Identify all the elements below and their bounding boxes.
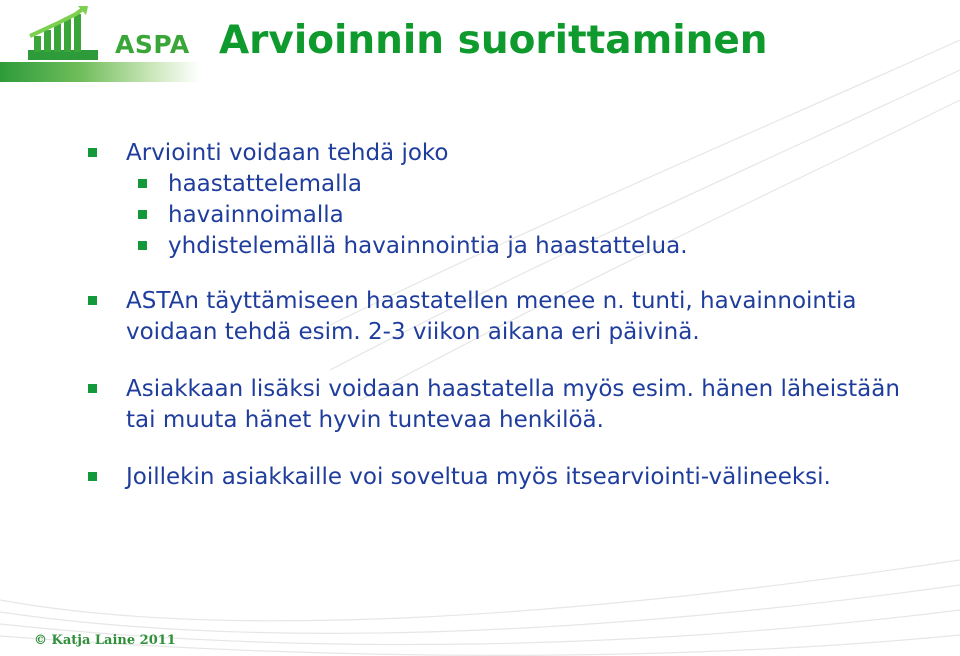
list-item-text: Asiakkaan lisäksi voidaan haastatella myös esim. hänen läheistään tai muuta hänet hyvin tuntevaa henkilöä. [126, 376, 900, 433]
list-item-text: Arviointi voidaan tehdä joko [126, 140, 449, 166]
list-item [86, 286, 906, 348]
square-bullet-icon [88, 472, 97, 481]
square-bullet-icon [88, 296, 97, 305]
slide-title: Arvioinnin suorittaminen [219, 18, 768, 63]
square-bullet-icon [138, 179, 147, 188]
square-bullet-icon [88, 384, 97, 393]
square-bullet-icon [138, 241, 147, 250]
logo-text: ASPA [115, 30, 190, 59]
list-item-text: Joillekin asiakkaille voi soveltua myös itsearviointi-välineeksi. [126, 464, 831, 490]
list-item [86, 138, 906, 169]
list-item [86, 374, 906, 436]
list-item [86, 462, 906, 493]
sub-list-item [86, 169, 906, 200]
copyright-footer: © Katja Laine 2011 [34, 633, 176, 648]
sub-list-item [86, 200, 906, 231]
sub-list-item [86, 231, 906, 262]
square-bullet-icon [88, 148, 97, 157]
bar-chart-logo-icon [26, 6, 106, 68]
logo-gradient-bar [0, 62, 200, 82]
sub-list-item-text: yhdistelemällä havainnointia ja haastattelua. [168, 233, 688, 259]
bullet-list [86, 138, 906, 493]
square-bullet-icon [138, 210, 147, 219]
list-item-text: ASTAn täyttämiseen haastatellen menee n. tunti, havainnointia voidaan tehdä esim. 2-3 viikon aikana eri päivinä. [126, 288, 857, 345]
sub-list-item-text: haastattelemalla [168, 171, 362, 197]
sub-list-item-text: havainnoimalla [168, 202, 344, 228]
